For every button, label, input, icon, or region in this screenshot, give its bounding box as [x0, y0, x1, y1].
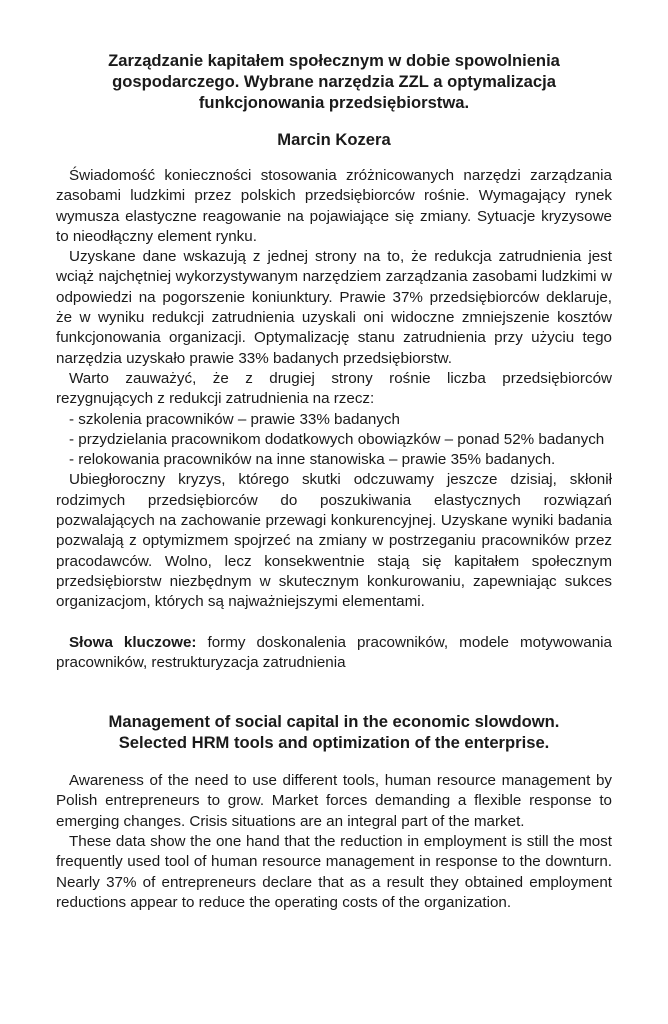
- abstract-paragraph: Awareness of the need to use different tools, human resource management by Polish entrepreneurs to grow. Market forces demanding a flexible response to emerging changes. Crisis situations are an integral part of the market.: [56, 772, 612, 830]
- english-abstract: [56, 771, 612, 913]
- abstract-paragraph: Warto zauważyć, że z drugiej strony rośnie liczba przedsiębiorców rezygnujących z redukcji zatrudnienia na rzecz:: [56, 369, 612, 408]
- keywords-label: Słowa kluczowe:: [69, 633, 197, 651]
- keywords-text: formy doskonalenia pracowników, modele motywowania pracowników, restrukturyzacja zatrudnienia: [56, 633, 612, 671]
- polish-title-line: Zarządzanie kapitałem społecznym w dobie spowolnienia: [108, 51, 560, 70]
- polish-abstract: [56, 166, 612, 613]
- polish-title-line: funkcjonowania przedsiębiorstwa.: [198, 93, 470, 112]
- abstract-paragraph: Ubiegłoroczny kryzys, którego skutki odczuwamy jeszcze dzisiaj, skłonił rodzimych przedsiębiorców do poszukiwania elastycznych rozwiązań pozwalających na zachowanie przewagi konkurencyjnej. Uzyskane wyniki badania pozwalają z optymizmem spojrzeć na zmiany w postrzeganiu pracowników przez pracodawców. Wolno, lecz konsekwentnie stają się kapitałem społecznym przedsiębiorstw niezbędnym w skutecznym konkurowaniu, zapewniając sukces organizacjom, których są najważniejszymi elementami.: [56, 471, 612, 611]
- polish-title-line: gospodarczego. Wybrane narzędzia ZZL a optymalizacja: [112, 72, 556, 91]
- abstract-paragraph: Świadomość konieczności stosowania zróżnicowanych narzędzi zarządzania zasobami ludzkimi przez polskich przedsiębiorców rośnie. Wymagający rynek wymusza elastyczne reagowanie na pojawiające się zmiany. Sytuacje kryzysowe to nieodłączny element rynku.: [56, 167, 612, 245]
- author-name: Marcin Kozera: [277, 130, 391, 149]
- list-item: - relokowania pracowników na inne stanowiska – prawie 35% badanych.: [69, 451, 556, 469]
- keywords: [56, 633, 612, 674]
- english-title: [56, 711, 612, 753]
- list-item: - przydzielania pracownikom dodatkowych obowiązków – ponad 52% badanych: [69, 430, 605, 448]
- english-title-line: Selected HRM tools and optimization of the enterprise.: [118, 733, 550, 753]
- english-title-line: Management of social capital in the economic slowdown.: [108, 712, 560, 732]
- document-page: [56, 50, 612, 913]
- list-item: - szkolenia pracowników – prawie 33% badanych: [69, 410, 400, 428]
- abstract-paragraph: Uzyskane dane wskazują z jednej strony na to, że redukcja zatrudnienia jest wciąż najchętniej wykorzystywanym narzędziem zarządzania zasobami ludzkimi w odpowiedzi na pogorszenie koniunktury. Prawie 37% przedsiębiorców deklaruje, że w wyniku redukcji zatrudnienia uzyskali oni widoczne zmniejszenie kosztów funkcjonowania organizacji. Optymalizację stanu zatrudnienia przy użyciu tego narzędzia uzyskało prawie 33% badanych przedsiębiorstw.: [56, 248, 612, 367]
- polish-title: [56, 50, 612, 113]
- abstract-paragraph: These data show the one hand that the reduction in employment is still the most frequently used tool of human resource management in response to the downturn. Nearly 37% of entrepreneurs declare that as a result they obtained employment reductions appear to reduce the operating costs of the organization.: [56, 833, 612, 911]
